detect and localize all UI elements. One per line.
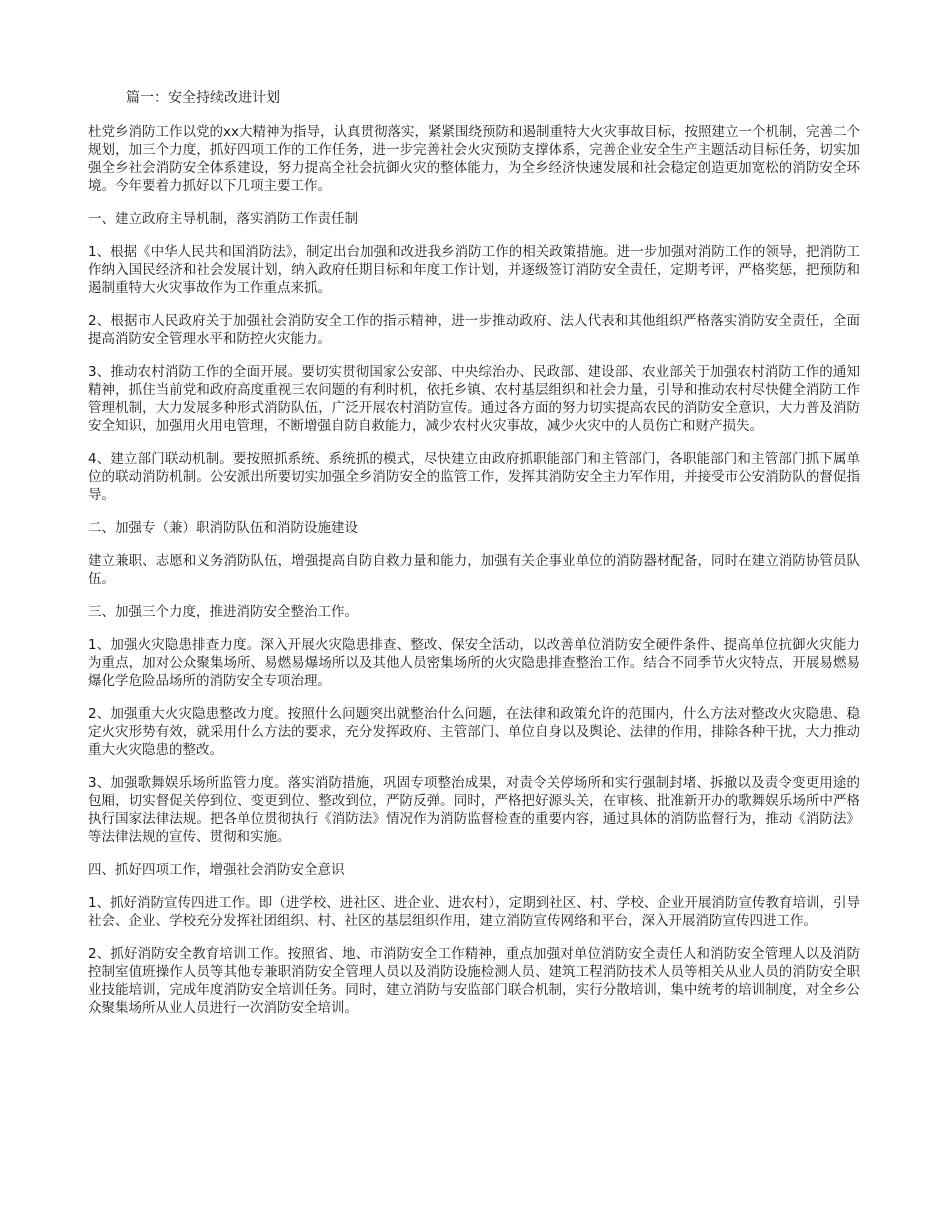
section-3-item-2: 2、加强重大火灾隐患整改力度。按照什么问题突出就整治什么问题，在法律和政策允许的范围内，什么方法对整改火灾隐患、稳定火灾形势有效，就采用什么方法的要求，充分发挥政府、主管部门、单位自身以及舆论、法律的作用，排除各种干扰，大力推动重大火灾隐患的整改。 (88, 706, 860, 758)
section-3-item-1: 1、加强火灾隐患排查力度。深入开展火灾隐患排查、整改、保安全活动，以改善单位消防安全硬件条件、提高单位抗御火灾能力为重点，加对公众聚集场所、易燃易爆场所以及其他人员密集场所的火灾隐患排查整治工作。结合不同季节火灾特点，开展易燃易爆化学危险品场所的消防安全专项治理。 (88, 637, 860, 689)
section-4-item-2: 2、抓好消防安全教育培训工作。按照省、地、市消防安全工作精神，重点加强对单位消防安全责任人和消防安全管理人以及消防控制室值班操作人员等其他专兼职消防安全管理人员以及消防设施检测人员、建筑工程消防技术人员等相关从业人员的消防安全职业技能培训，完成年度消防安全培训任务。同时，建立消防与安监部门联合机制，实行分散培训，集中统考的培训制度，对全乡公众聚集场所从业人员进行一次消防安全培训。 (88, 946, 860, 1016)
document-title: 篇一：安全持续改进计划 (126, 90, 280, 106)
section-heading-2: 二、加强专（兼）职消防队伍和消防设施建设 (88, 520, 358, 536)
section-1-item-2: 2、根据市人民政府关于加强社会消防安全工作的指示精神，进一步推动政府、法人代表和其他组织严格落实消防安全责任，全面提高消防安全管理水平和防控火灾能力。 (88, 313, 860, 347)
section-4-item-1: 1、抓好消防宣传四进工作。即（进学校、进社区、进企业、进农村），定期到社区、村、学校、企业开展消防宣传教育培训，引导社会、企业、学校充分发挥社团组织、村、社区的基层组织作用，建立消防宣传网络和平台，深入开展消防宣传四进工作。 (88, 895, 860, 929)
section-1-item-1: 1、根据《中华人民共和国消防法》，制定出台加强和改进我乡消防工作的相关政策措施。进一步加强对消防工作的领导，把消防工作纳入国民经济和社会发展计划，纳入政府任期目标和年度工作计划，并逐级签订消防安全责任，定期考评，严格奖惩，把预防和遏制重特大火灾事故作为工作重点来抓。 (88, 244, 860, 296)
section-3-item-3: 3、加强歌舞娱乐场所监管力度。落实消防措施，巩固专项整治成果，对责令关停场所和实行强制封堵、拆撤以及责令变更用途的包厢，切实督促关停到位、变更到位、整改到位，严防反弹。同时，严格把好源头关，在审核、批准新开办的歌舞娱乐场所中严格执行国家法律法规。把各单位贯彻执行《消防法》情况作为消防监督检查的重要内容，通过具体的消防监督行为，推动《消防法》等法律法规的宣传、贯彻和实施。 (88, 775, 860, 845)
intro-paragraph: 杜党乡消防工作以党的xx大精神为指导，认真贯彻落实，紧紧围绕预防和遏制重特大火灾事故目标，按照建立一个机制，完善二个规划，加三个力度，抓好四项工作的工作任务，进一步完善社会火灾预防支撑体系，完善企业安全生产主题活动目标任务，切实加强全乡社会消防安全体系建设，努力提高全社会抗御火灾的整体能力，为全乡经济快速发展和社会稳定创造更加宽松的消防安全环境。今年要着力抓好以下几项主要工作。 (88, 124, 860, 194)
section-heading-3: 三、加强三个力度，推进消防安全整治工作。 (88, 604, 358, 620)
section-1-item-4: 4、建立部门联动机制。要按照抓系统、系统抓的模式，尽快建立由政府抓职能部门和主管部门，各职能部门和主管部门抓下属单位的联动消防机制。公安派出所要切实加强全乡消防安全的监管工作，发挥其消防安全主力军作用，并接受市公安消防队的督促指导。 (88, 451, 860, 503)
section-heading-4: 四、抓好四项工作，增强社会消防安全意识 (88, 862, 345, 878)
section-1-item-3: 3、推动农村消防工作的全面开展。要切实贯彻国家公安部、中央综治办、民政部、建设部、农业部关于加强农村消防工作的通知精神，抓住当前党和政府高度重视三农问题的有利时机，依托乡镇、农村基层组织和社会力量，引导和推动农村尽快健全消防工作管理机制，大力发展多种形式消防队伍，广泛开展农村消防宣传。通过各方面的努力切实提高农民的消防安全意识，大力普及消防安全知识，加强用火用电管理，不断增强自防自救能力，减少农村火灾事故，减少火灾中的人员伤亡和财产损失。 (88, 364, 860, 434)
section-2-paragraph: 建立兼职、志愿和义务消防队伍，增强提高自防自救力量和能力，加强有关企事业单位的消防器材配备，同时在建立消防协管员队伍。 (88, 553, 860, 587)
document-page (88, 88, 860, 1032)
section-heading-1: 一、建立政府主导机制，落实消防工作责任制 (88, 211, 358, 227)
